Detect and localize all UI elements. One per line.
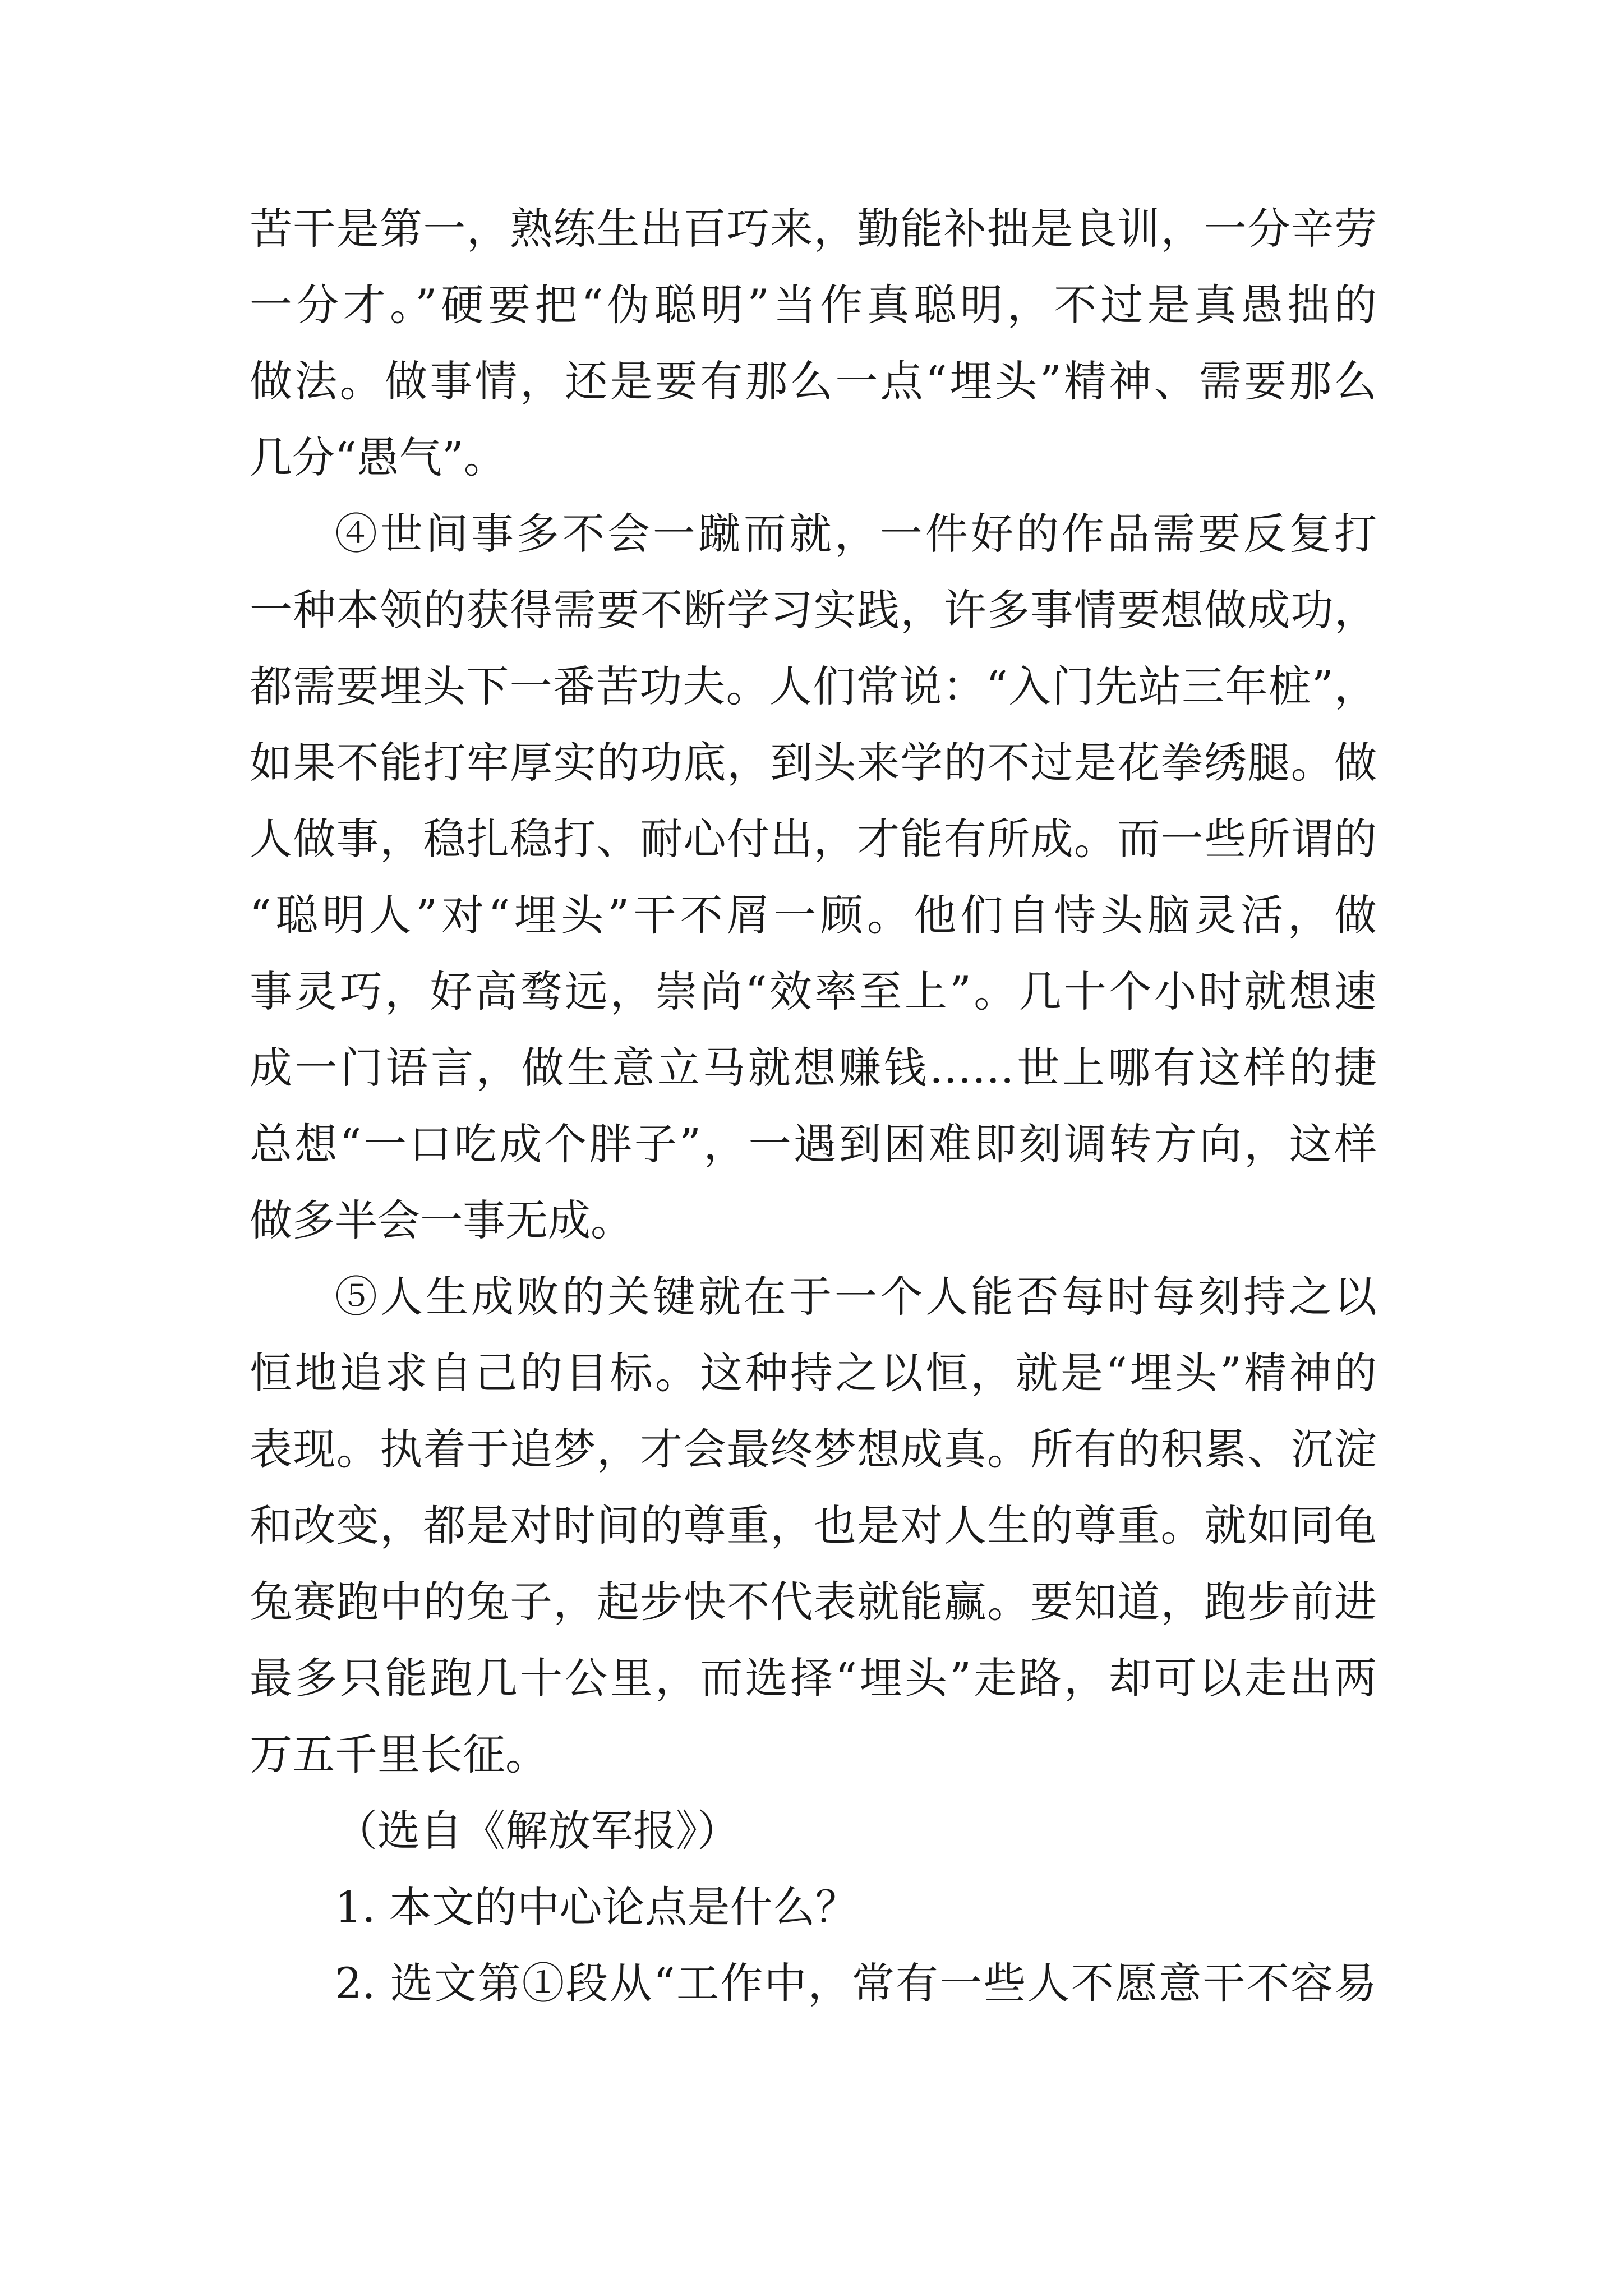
question-1: 1. 本文的中心论点是什么？ [335,1882,858,1932]
question-2: 2. 选文第①段从“工作中，常有一些人不愿意干不容易 [335,1958,1377,2008]
text-line: 几分“愚气”。 [250,432,506,482]
source-citation: （选自《解放军报》） [335,1806,740,1856]
text-line: 做多半会一事无成。 [250,1195,633,1245]
article-body [250,191,1377,2022]
text-line: 和改变，都是对时间的尊重，也是对人生的尊重。就如同龟 [250,1501,1377,1550]
text-line: 都需要埋头下一番苦功夫。人们常说：“入门先站三年桩”， [250,661,1377,711]
text-line: 表现。执着于追梦，才会最终梦想成真。所有的积累、沉淀 [250,1424,1377,1474]
text-line: 人做事，稳扎稳打、耐心付出，才能有所成。而一些所谓的 [250,814,1377,864]
text-line: 一种本领的获得需要不断学习实践，许多事情要想做成功， [250,585,1377,635]
paragraph-5-start: ⑤人生成败的关键就在于一个人能否每时每刻持之以 [335,1272,1377,1322]
text-line: 做法。做事情，还是要有那么一点“埋头”精神、需要那么 [250,356,1377,406]
text-line: 一分才。”硬要把“伪聪明”当作真聪明，不过是真愚拙的 [250,280,1377,330]
text-line: 最多只能跑几十公里，而选择“埋头”走路，却可以走出两 [250,1653,1377,1703]
text-line: 总想“一口吃成个胖子”，一遇到困难即刻调转方向，这样 [250,1119,1377,1169]
text-line: 事灵巧，好高骛远，崇尚“效率至上”。几十个小时就想速 [250,967,1377,1016]
paragraph-4-start: ④世间事多不会一蹴而就，一件好的作品需要反复打 [335,509,1377,559]
text-line: 万五千里长征。 [250,1729,548,1779]
text-line: 兔赛跑中的兔子，起步快不代表就能赢。要知道，跑步前进 [250,1577,1377,1627]
text-line: 成一门语言，做生意立马就想赚钱……世上哪有这样的捷 [250,1043,1377,1093]
text-line: 如果不能打牢厚实的功底，到头来学的不过是花拳绣腿。做 [250,738,1377,788]
text-line: 恒地追求自己的目标。这种持之以恒，就是“埋头”精神的 [250,1348,1377,1398]
text-line: “聪明人”对“埋头”干不屑一顾。他们自恃头脑灵活，做 [250,890,1377,940]
text-line: 苦干是第一，熟练生出百巧来，勤能补拙是良训，一分辛劳 [250,204,1377,254]
